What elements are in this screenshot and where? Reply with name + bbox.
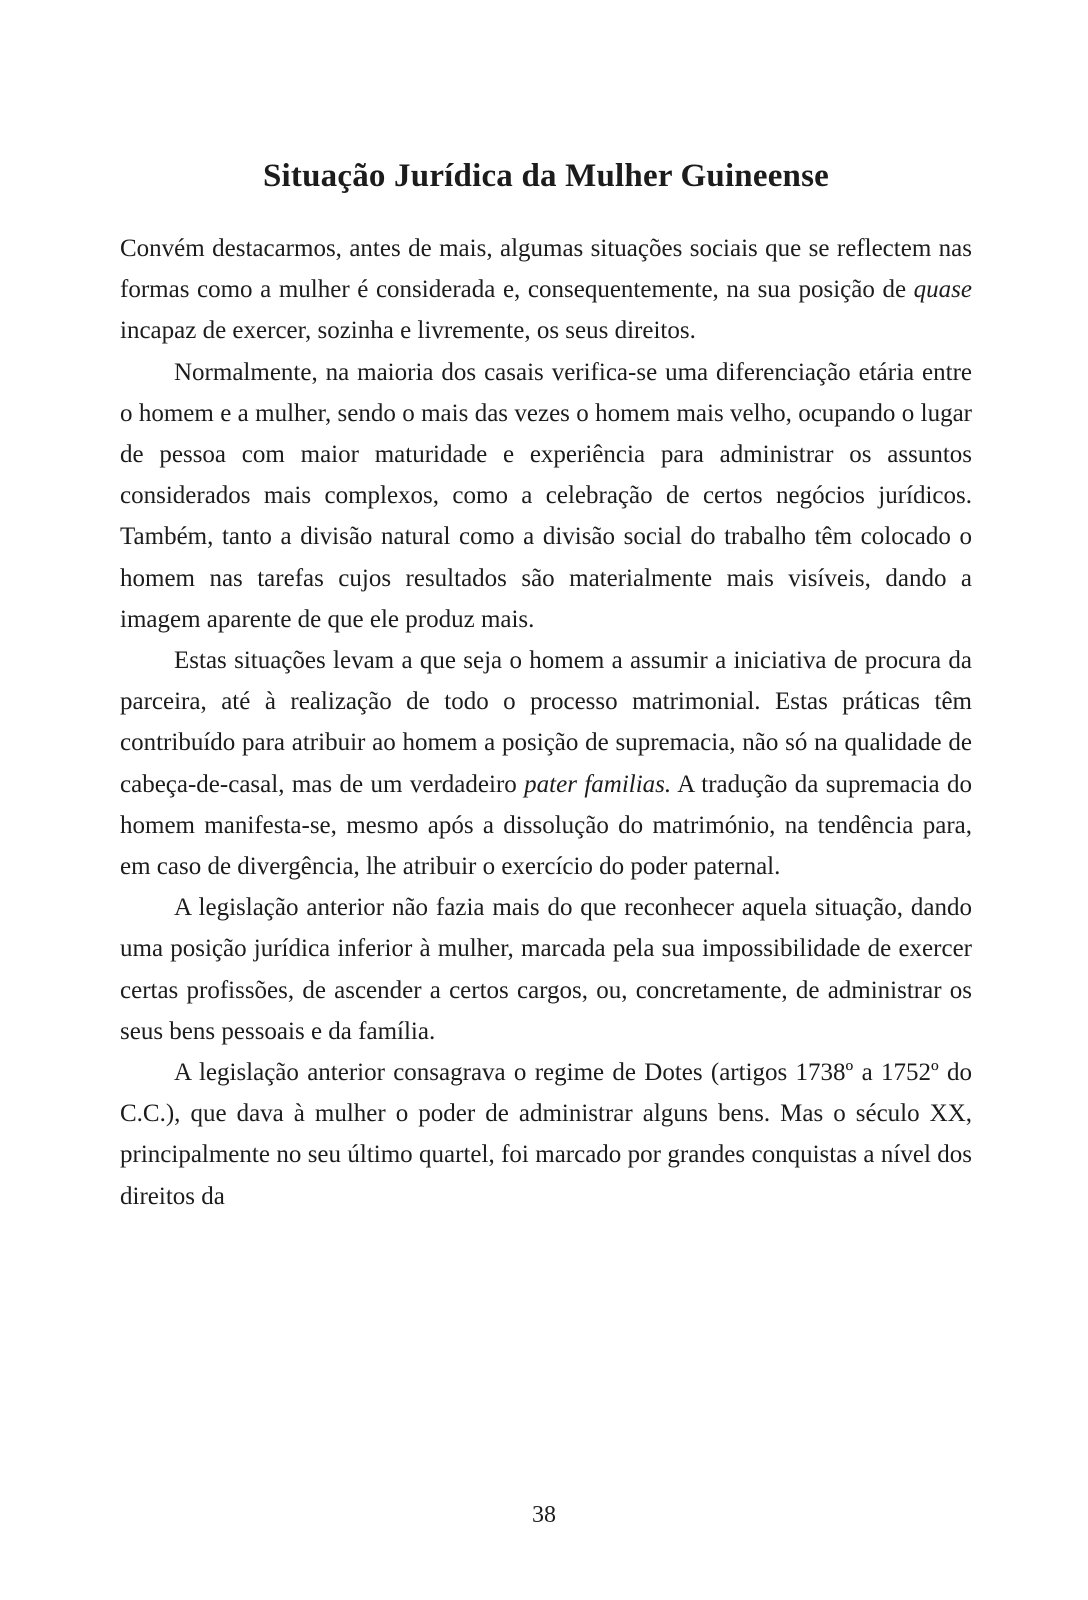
paragraph-1-text-start: Convém destacarmos, antes de mais, algumas situações sociais que se reflectem nas formas como a mulher é considerada e, consequentemente, na sua posição de	[120, 235, 972, 304]
paragraph-1	[120, 228, 972, 352]
paragraph-5: A legislação anterior consagrava o regime de Dotes (artigos 1738º a 1752º do C.C.), que dava à mulher o poder de administrar alguns bens. Mas o século XX, principalmente no seu último quartel, foi marcado por grandes conquistas a nível dos direitos da	[120, 1059, 972, 1210]
paragraph-4: A legislação anterior não fazia mais do que reconhecer aquela situação, dando uma posição jurídica inferior à mulher, marcada pela sua impossibilidade de exercer certas profissões, de ascender a certos cargos, ou, concretamente, de administrar os seus bens pessoais e da família.	[120, 894, 972, 1045]
page-title: Situação Jurídica da Mulher Guineense	[263, 158, 829, 194]
paragraph-2: Normalmente, na maioria dos casais verifica-se uma diferenciação etária entre o homem e a mulher, sendo o mais das vezes o homem mais velho, ocupando o lugar de pessoa com maior maturidade e experiência para administrar os assuntos considerados mais complexos, como a celebração de certos negócios jurídicos. Também, tanto a divisão natural como a divisão social do trabalho têm colocado o homem nas tarefas cujos resultados são materialmente mais visíveis, dando a imagem aparente de que ele produz mais.	[120, 358, 972, 633]
paragraph-3-italic-term: pater familias.	[524, 770, 672, 798]
paragraph-3-text-end: A tradução da supremacia do homem manifesta-se, mesmo após a dissolução do matrimónio, na tendência para, em caso de divergência, lhe atribuir o exercício do poder paternal.	[120, 770, 972, 881]
paragraph-3	[120, 640, 972, 887]
paragraph-3-text-start: Estas situações levam a que seja o homem a assumir a iniciativa de procura da parceira, até à realização de todo o processo matrimonial. Estas práticas têm contribuído para atribuir ao homem a posição de supremacia, não só na qualidade de cabeça-de-casal, mas de um verdadeiro	[120, 647, 972, 798]
paragraph-1-italic-term: quase	[913, 276, 972, 304]
body-text	[120, 228, 972, 1217]
paragraph-1-text-end: incapaz de exercer, sozinha e livremente, os seus direitos.	[120, 317, 696, 345]
page-number: 38	[532, 1502, 556, 1528]
